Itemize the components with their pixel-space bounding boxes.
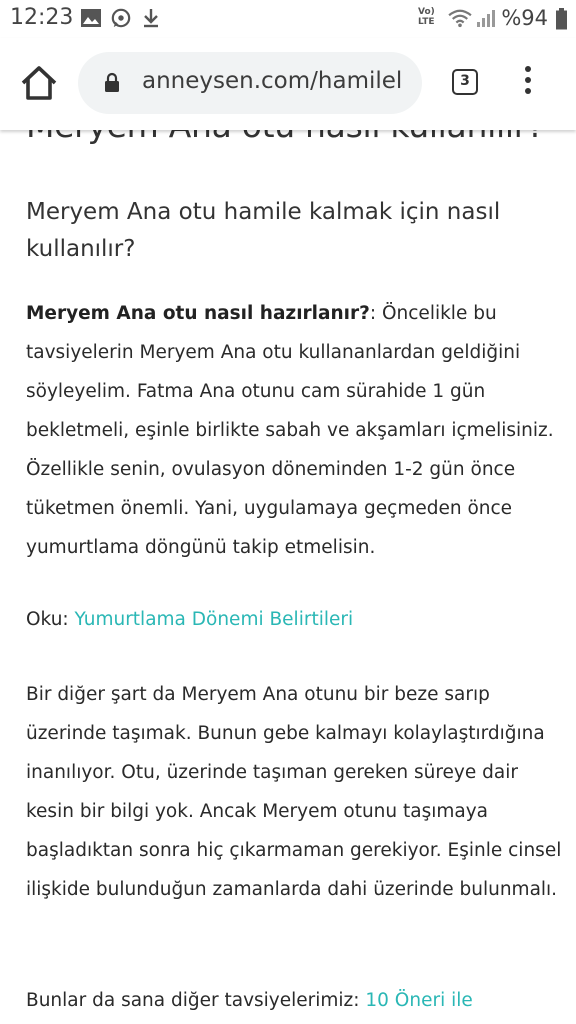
- download-icon: [142, 8, 160, 28]
- image-icon: [80, 8, 102, 28]
- paragraph-carry-herb: Bir diğer şart da Meryem Ana otunu bir beze sarıp üzerinde taşımak. Bunun gebe kalmayı kolaylaştırdığına inanılıyor. Otu, üzerinde taşıman gereken süreye dair kesin bir bilgi yok. Ancak Meryem otunu taşımaya başladıktan sonra hiç çıkarmaman gerekiyor. Eşinle cinsel ilişkide bulunduğun zamanlarda dahi üzerinde bulunmalı.: [26, 684, 562, 900]
- read-link[interactable]: Yumurtlama Dönemi Belirtileri: [74, 609, 354, 630]
- read-also-line: [26, 600, 566, 639]
- recommendations-link[interactable]: 10 Öneri ile: [365, 990, 473, 1011]
- status-bar: [0, 0, 576, 38]
- recommendations-prefix: Bunlar da sana diğer tavsiyelerimiz:: [26, 990, 366, 1011]
- paragraph-preparation: [26, 294, 566, 567]
- battery-icon: [555, 8, 568, 30]
- battery-percent: %94: [501, 6, 548, 30]
- tab-switcher-button[interactable]: 3: [452, 69, 478, 95]
- recommendations-line: [26, 981, 566, 1020]
- article-subheading: Meryem Ana otu hamile kalmak için nasıl kullanılır?: [26, 199, 501, 262]
- signal-icon: [476, 8, 496, 28]
- wifi-icon: [446, 8, 474, 28]
- status-time: 12:23: [10, 5, 74, 30]
- lte-label: Vo) LTE: [418, 7, 435, 27]
- whatsapp-icon: [110, 8, 132, 28]
- paragraph-bold-lead: Meryem Ana otu nasıl hazırlanır?: [26, 303, 370, 324]
- home-icon[interactable]: [18, 62, 60, 104]
- browser-toolbar: [0, 38, 576, 130]
- paragraph-text: : Öncelikle bu tavsiyelerin Meryem Ana otu kullananlardan geldiğini söyleyelim. Fatma Ana otunu cam sürahide 1 gün bekletmeli, eşinle birlikte sabah ve akşamları içmelisiniz. Özellikle senin, ovulasyon döneminden 1-2 gün önce tüketmen önemli. Yani, uygulamaya geçmeden önce yumurtlama döngünü takip etmelisin.: [26, 303, 554, 558]
- read-prefix: Oku:: [26, 609, 75, 630]
- more-vert-icon[interactable]: [520, 66, 536, 102]
- lock-icon: [104, 72, 120, 92]
- address-bar[interactable]: [78, 52, 422, 114]
- url-text[interactable]: anneysen.com/hamilel: [142, 68, 403, 94]
